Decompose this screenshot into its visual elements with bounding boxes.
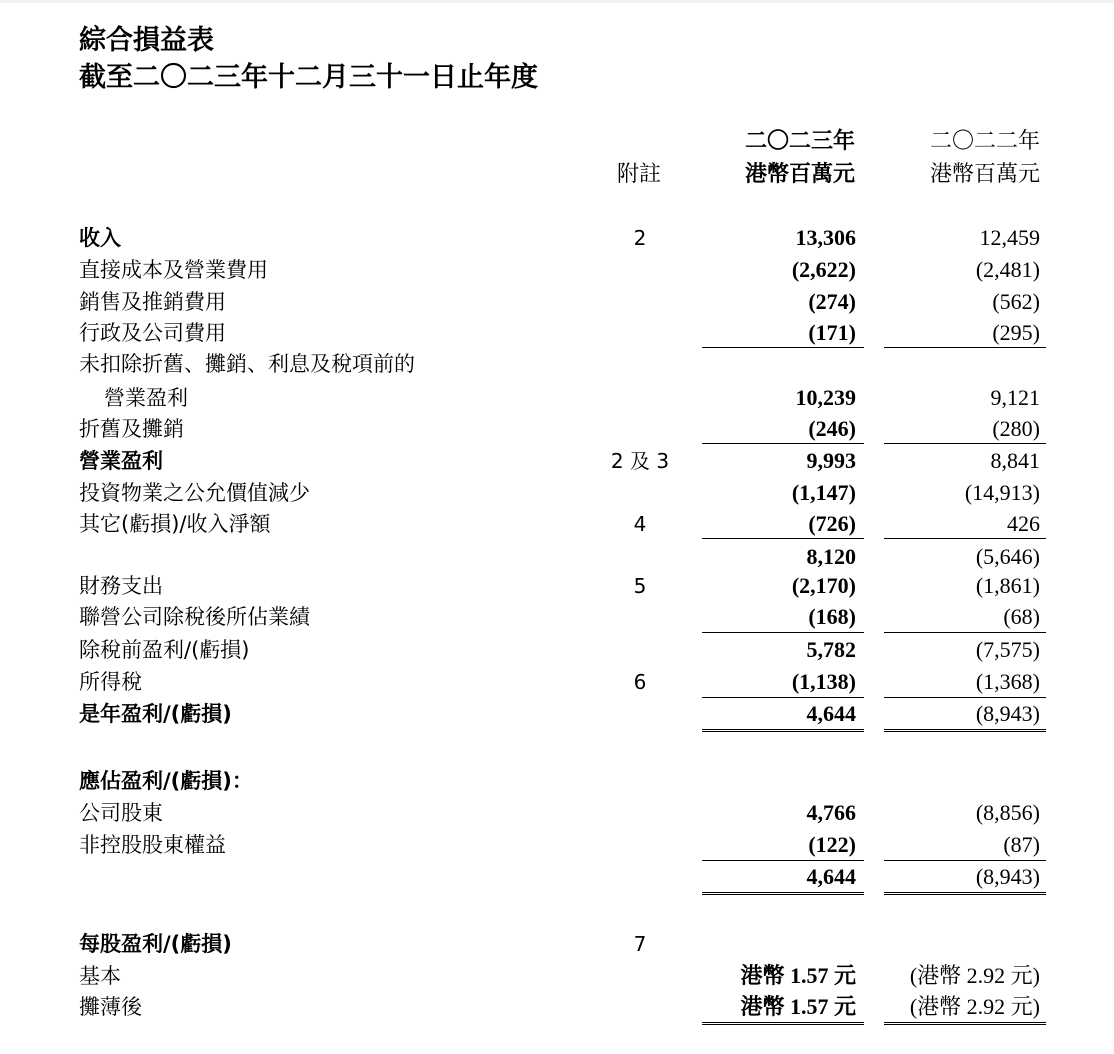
row-note: 6 — [633, 670, 647, 694]
row-label: 折舊及攤銷 — [79, 417, 184, 441]
row-current: 4,644 — [806, 701, 856, 726]
row-current: (1,138) — [791, 669, 856, 694]
row-label: 投資物業之公允價值減少 — [79, 481, 310, 505]
subtotal-rule — [884, 860, 1046, 861]
statement-period: 截至二〇二三年十二月三十一日止年度 — [79, 62, 538, 93]
row-label: 未扣除折舊、攤銷、利息及稅項前的 — [79, 352, 415, 376]
subtotal-rule — [702, 632, 864, 633]
row-depreciation — [0, 414, 1114, 444]
row-associates-results — [0, 602, 1114, 632]
row-current: 港幣 1.57 元 — [740, 963, 856, 988]
row-selling-expenses — [0, 287, 1114, 317]
row-current: 4,766 — [806, 800, 856, 825]
row-prior: 9,121 — [990, 385, 1040, 410]
statement-title: 綜合損益表 — [79, 25, 214, 56]
row-note: 5 — [633, 574, 647, 598]
total-double-rule — [884, 729, 1046, 734]
row-ebitda — [0, 383, 1114, 413]
subtotal-rule — [884, 347, 1046, 348]
row-revenue — [0, 223, 1114, 253]
row-profit-before-tax — [0, 635, 1114, 665]
row-profit-for-year — [0, 699, 1114, 729]
row-shareholders — [0, 798, 1114, 828]
row-prior: (1,368) — [975, 669, 1040, 694]
row-label: 非控股股東權益 — [79, 833, 226, 857]
row-prior: (8,943) — [975, 864, 1040, 889]
subtotal-rule — [702, 347, 864, 348]
row-note: 2 及 3 — [610, 449, 670, 473]
row-label: 是年盈利/(虧損) — [79, 702, 232, 726]
row-non-controlling — [0, 830, 1114, 860]
total-double-rule — [884, 892, 1046, 897]
row-eps-heading — [0, 929, 1114, 959]
row-label: 應佔盈利/(虧損)： — [79, 769, 253, 793]
row-current: (168) — [808, 604, 856, 629]
row-current: 9,993 — [806, 448, 856, 473]
row-note: 4 — [633, 512, 647, 536]
total-double-rule — [702, 1022, 864, 1027]
row-subtotal — [0, 542, 1114, 572]
row-prior: (8,856) — [975, 800, 1040, 825]
header-prior-unit: 港幣百萬元 — [929, 162, 1040, 187]
subtotal-rule — [884, 443, 1046, 444]
row-prior: (68) — [1003, 604, 1040, 629]
subtotal-rule — [702, 443, 864, 444]
row-prior: (港幣 2.92 元) — [909, 994, 1040, 1019]
total-double-rule — [884, 1022, 1046, 1027]
row-current: (2,622) — [791, 257, 856, 282]
row-prior: 12,459 — [979, 225, 1040, 250]
row-admin-expenses — [0, 318, 1114, 348]
row-label: 每股盈利/(虧損) — [79, 932, 232, 956]
row-income-tax — [0, 667, 1114, 697]
total-double-rule — [702, 892, 864, 897]
row-direct-costs — [0, 255, 1114, 285]
subtotal-rule — [702, 697, 864, 698]
row-label: 行政及公司費用 — [79, 321, 226, 345]
subtotal-rule — [884, 538, 1046, 539]
row-current: (1,147) — [791, 480, 856, 505]
row-current: 8,120 — [806, 544, 856, 569]
row-current: (171) — [808, 320, 856, 345]
row-prior: (14,913) — [964, 480, 1040, 505]
row-prior: (2,481) — [975, 257, 1040, 282]
subtotal-rule — [884, 697, 1046, 698]
row-current: 10,239 — [795, 385, 856, 410]
row-prior: (295) — [992, 320, 1040, 345]
row-prior: (87) — [1003, 832, 1040, 857]
row-label: 財務支出 — [79, 574, 163, 598]
row-label: 收入 — [79, 226, 121, 250]
row-prior: (港幣 2.92 元) — [909, 963, 1040, 988]
row-attributable-total — [0, 862, 1114, 892]
header-prior-year: 二〇二二年 — [929, 129, 1040, 154]
row-prior: (1,861) — [975, 573, 1040, 598]
row-label: 銷售及推銷費用 — [79, 290, 226, 314]
row-note: 2 — [633, 226, 647, 250]
row-current: 4,644 — [806, 864, 856, 889]
header-current-unit: 港幣百萬元 — [744, 162, 855, 187]
row-attributable-heading — [0, 766, 1114, 796]
row-current: (2,170) — [791, 573, 856, 598]
row-fair-value-decrease — [0, 478, 1114, 508]
row-eps-basic — [0, 961, 1114, 991]
row-label: 所得稅 — [79, 670, 142, 694]
subtotal-rule — [702, 538, 864, 539]
row-label: 基本 — [79, 964, 121, 988]
row-operating-profit — [0, 446, 1114, 476]
row-prior: (5,646) — [975, 544, 1040, 569]
row-ebitda-label — [0, 349, 1114, 379]
row-current: (274) — [808, 289, 856, 314]
header-note: 附註 — [617, 162, 662, 187]
row-current: 5,782 — [806, 637, 856, 662]
row-current: (246) — [808, 416, 856, 441]
total-double-rule — [702, 729, 864, 734]
row-prior: 8,841 — [990, 448, 1040, 473]
row-finance-costs — [0, 571, 1114, 601]
row-prior: (7,575) — [975, 637, 1040, 662]
row-current: 13,306 — [795, 225, 856, 250]
row-label: 其它(虧損)/收入淨額 — [79, 512, 271, 536]
row-label: 直接成本及營業費用 — [79, 258, 268, 282]
top-border — [0, 0, 1114, 3]
row-note: 7 — [633, 932, 647, 956]
row-label: 攤薄後 — [79, 995, 142, 1019]
row-current: (726) — [808, 511, 856, 536]
row-prior: (8,943) — [975, 701, 1040, 726]
header-current-year: 二〇二三年 — [744, 129, 855, 154]
row-prior: 426 — [1007, 511, 1040, 536]
row-label: 除稅前盈利/(虧損) — [79, 638, 250, 662]
subtotal-rule — [702, 860, 864, 861]
row-prior: (562) — [992, 289, 1040, 314]
row-current: (122) — [808, 832, 856, 857]
row-label: 營業盈利 — [104, 386, 188, 410]
row-eps-diluted — [0, 992, 1114, 1022]
row-current: 港幣 1.57 元 — [740, 994, 856, 1019]
row-label: 營業盈利 — [79, 449, 163, 473]
row-label: 聯營公司除稅後所佔業績 — [79, 605, 310, 629]
row-other-net — [0, 509, 1114, 539]
row-label: 公司股東 — [79, 801, 163, 825]
row-prior: (280) — [992, 416, 1040, 441]
subtotal-rule — [884, 632, 1046, 633]
